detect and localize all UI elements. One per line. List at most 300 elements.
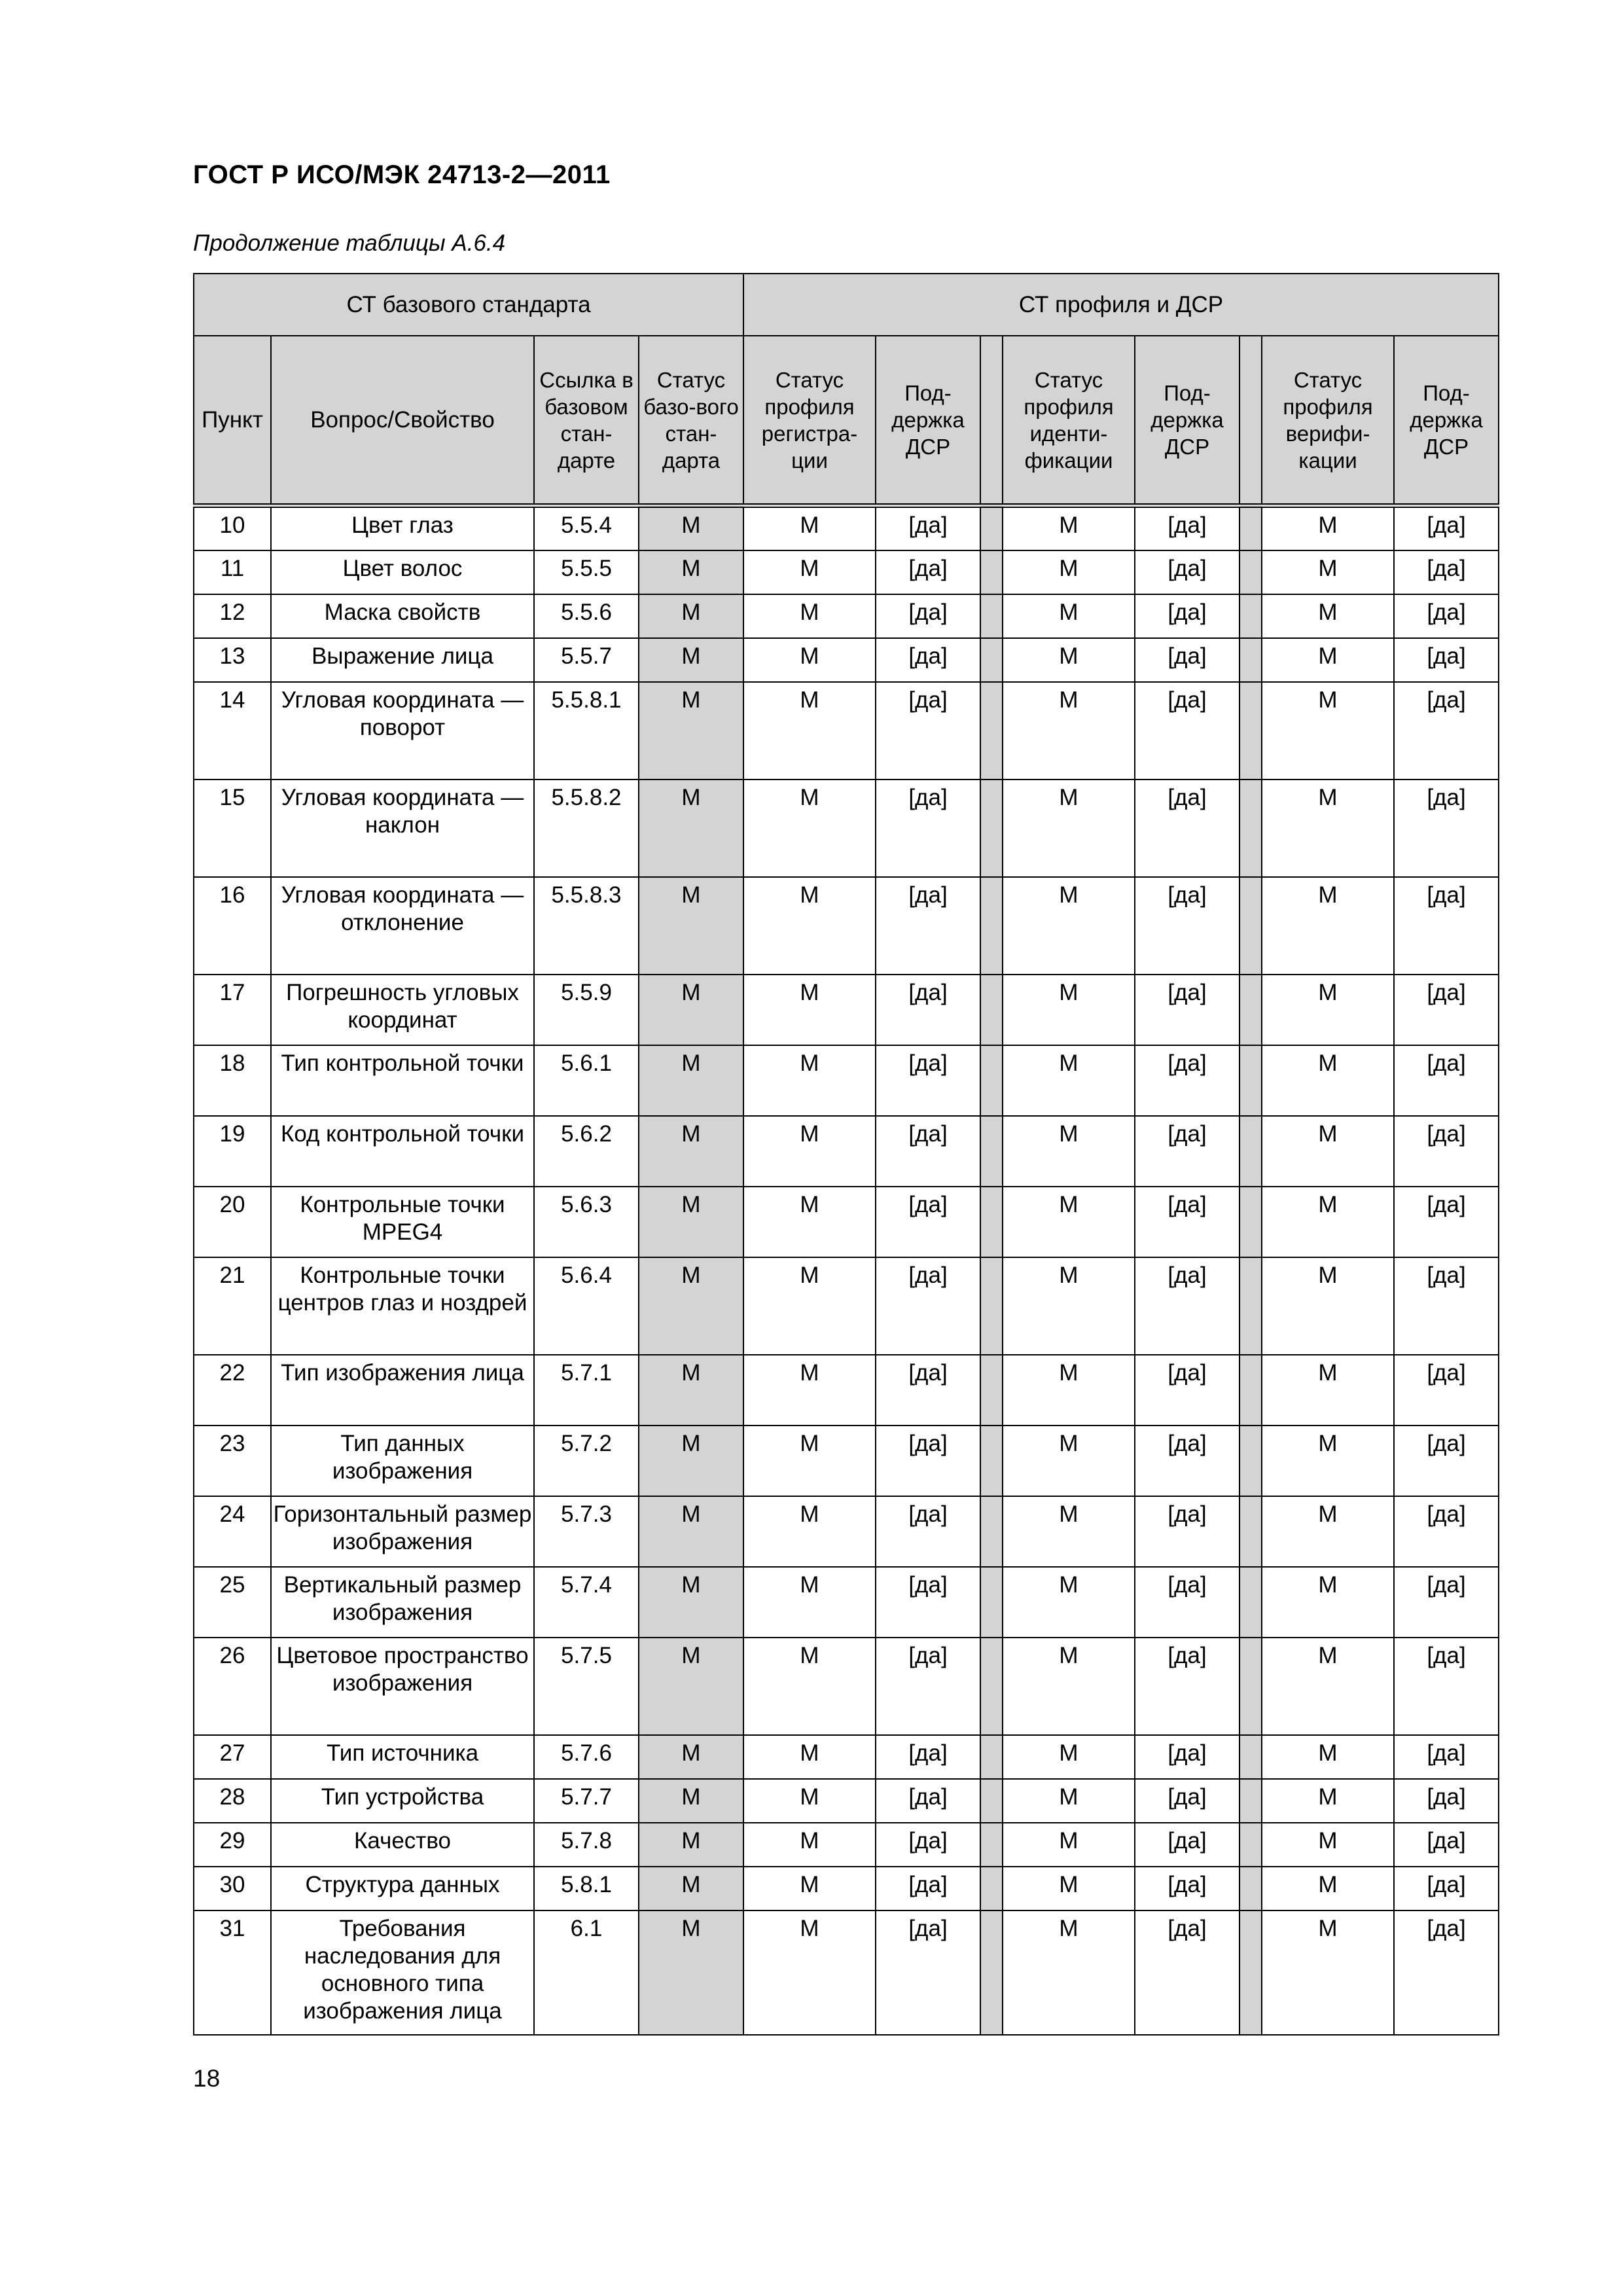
cell-spacer bbox=[980, 594, 1003, 638]
cell-verification-support: [да] bbox=[1394, 594, 1499, 638]
cell-verification-support: [да] bbox=[1394, 975, 1499, 1045]
cell-item: 22 bbox=[194, 1355, 271, 1426]
cell-verification-support: [да] bbox=[1394, 1735, 1499, 1779]
table-caption: Продолжение таблицы А.6.4 bbox=[193, 230, 506, 256]
cell-item: 25 bbox=[194, 1567, 271, 1638]
cell-registration-support: [да] bbox=[876, 1823, 980, 1867]
cell-spacer bbox=[1240, 1567, 1262, 1638]
cell-registration-support: [да] bbox=[876, 682, 980, 780]
cell-item: 10 bbox=[194, 506, 271, 550]
cell-registration-status: M bbox=[743, 638, 876, 682]
column-header-identification-status: Статус профиля иденти-фикации bbox=[1003, 336, 1135, 506]
cell-spacer bbox=[980, 1496, 1003, 1567]
cell-registration-status: M bbox=[743, 1045, 876, 1116]
cell-spacer bbox=[1240, 1257, 1262, 1355]
table-row bbox=[194, 1735, 1499, 1779]
cell-question: Тип источника bbox=[271, 1735, 534, 1779]
cell-verification-support: [да] bbox=[1394, 1355, 1499, 1426]
cell-item: 16 bbox=[194, 877, 271, 975]
cell-identification-status: M bbox=[1003, 1257, 1135, 1355]
cell-registration-status: M bbox=[743, 877, 876, 975]
cell-verification-status: M bbox=[1262, 638, 1394, 682]
table-row bbox=[194, 1257, 1499, 1355]
cell-registration-support: [да] bbox=[876, 506, 980, 550]
cell-question: Качество bbox=[271, 1823, 534, 1867]
cell-base-status: M bbox=[639, 1735, 743, 1779]
cell-reference: 5.7.3 bbox=[534, 1496, 639, 1567]
cell-spacer bbox=[980, 506, 1003, 550]
cell-spacer bbox=[1240, 1426, 1262, 1496]
cell-spacer bbox=[1240, 506, 1262, 550]
cell-registration-support: [да] bbox=[876, 1638, 980, 1735]
column-spacer bbox=[1240, 336, 1262, 506]
cell-registration-status: M bbox=[743, 1496, 876, 1567]
cell-verification-status: M bbox=[1262, 1355, 1394, 1426]
cell-verification-support: [да] bbox=[1394, 1910, 1499, 2035]
cell-registration-status: M bbox=[743, 1910, 876, 2035]
conformance-table bbox=[193, 273, 1499, 2036]
cell-item: 14 bbox=[194, 682, 271, 780]
cell-reference: 5.7.1 bbox=[534, 1355, 639, 1426]
cell-reference: 5.5.6 bbox=[534, 594, 639, 638]
cell-question: Контрольные точки MPEG4 bbox=[271, 1187, 534, 1257]
column-header-reference: Ссылка в базовом стан-дарте bbox=[534, 336, 639, 506]
cell-registration-support: [да] bbox=[876, 1355, 980, 1426]
cell-identification-support: [да] bbox=[1135, 1496, 1240, 1567]
cell-spacer bbox=[1240, 1910, 1262, 2035]
cell-spacer bbox=[1240, 1867, 1262, 1910]
cell-verification-support: [да] bbox=[1394, 1779, 1499, 1823]
cell-item: 30 bbox=[194, 1867, 271, 1910]
cell-spacer bbox=[980, 1257, 1003, 1355]
table-row bbox=[194, 780, 1499, 877]
cell-base-status: M bbox=[639, 1257, 743, 1355]
cell-spacer bbox=[1240, 975, 1262, 1045]
cell-question: Тип изображения лица bbox=[271, 1355, 534, 1426]
cell-base-status: M bbox=[639, 638, 743, 682]
table-row bbox=[194, 1496, 1499, 1567]
table-row bbox=[194, 877, 1499, 975]
cell-base-status: M bbox=[639, 1426, 743, 1496]
cell-item: 20 bbox=[194, 1187, 271, 1257]
cell-verification-support: [да] bbox=[1394, 506, 1499, 550]
cell-identification-support: [да] bbox=[1135, 506, 1240, 550]
cell-question: Вертикальный размер изображения bbox=[271, 1567, 534, 1638]
cell-identification-support: [да] bbox=[1135, 1045, 1240, 1116]
cell-verification-status: M bbox=[1262, 1257, 1394, 1355]
cell-verification-status: M bbox=[1262, 1187, 1394, 1257]
cell-spacer bbox=[980, 550, 1003, 594]
cell-registration-support: [да] bbox=[876, 1426, 980, 1496]
column-header-question: Вопрос/Свойство bbox=[271, 336, 534, 506]
cell-question: Маска свойств bbox=[271, 594, 534, 638]
cell-question: Горизонтальный размер изображения bbox=[271, 1496, 534, 1567]
cell-verification-status: M bbox=[1262, 1779, 1394, 1823]
table-row bbox=[194, 1823, 1499, 1867]
cell-spacer bbox=[1240, 1187, 1262, 1257]
cell-base-status: M bbox=[639, 1187, 743, 1257]
cell-identification-support: [да] bbox=[1135, 1187, 1240, 1257]
cell-spacer bbox=[980, 1638, 1003, 1735]
cell-verification-support: [да] bbox=[1394, 1045, 1499, 1116]
cell-item: 27 bbox=[194, 1735, 271, 1779]
cell-item: 19 bbox=[194, 1116, 271, 1187]
cell-identification-support: [да] bbox=[1135, 1867, 1240, 1910]
cell-reference: 5.6.2 bbox=[534, 1116, 639, 1187]
cell-verification-support: [да] bbox=[1394, 1638, 1499, 1735]
table-row bbox=[194, 1355, 1499, 1426]
cell-spacer bbox=[1240, 638, 1262, 682]
cell-reference: 5.8.1 bbox=[534, 1867, 639, 1910]
cell-registration-support: [да] bbox=[876, 594, 980, 638]
cell-identification-support: [да] bbox=[1135, 1426, 1240, 1496]
cell-verification-status: M bbox=[1262, 1426, 1394, 1496]
cell-identification-support: [да] bbox=[1135, 594, 1240, 638]
table-row bbox=[194, 682, 1499, 780]
cell-registration-status: M bbox=[743, 1638, 876, 1735]
cell-reference: 5.7.8 bbox=[534, 1823, 639, 1867]
cell-verification-support: [да] bbox=[1394, 1116, 1499, 1187]
cell-item: 31 bbox=[194, 1910, 271, 2035]
cell-registration-support: [да] bbox=[876, 1496, 980, 1567]
table-row bbox=[194, 1426, 1499, 1496]
cell-item: 13 bbox=[194, 638, 271, 682]
cell-reference: 5.5.5 bbox=[534, 550, 639, 594]
cell-registration-status: M bbox=[743, 1426, 876, 1496]
cell-item: 29 bbox=[194, 1823, 271, 1867]
cell-base-status: M bbox=[639, 506, 743, 550]
cell-verification-status: M bbox=[1262, 550, 1394, 594]
cell-identification-status: M bbox=[1003, 1496, 1135, 1567]
cell-identification-support: [да] bbox=[1135, 1355, 1240, 1426]
table-row bbox=[194, 1187, 1499, 1257]
cell-base-status: M bbox=[639, 877, 743, 975]
table-row bbox=[194, 1116, 1499, 1187]
table-row bbox=[194, 1867, 1499, 1910]
cell-registration-support: [да] bbox=[876, 1257, 980, 1355]
cell-base-status: M bbox=[639, 1496, 743, 1567]
cell-base-status: M bbox=[639, 594, 743, 638]
cell-spacer bbox=[980, 1116, 1003, 1187]
cell-verification-support: [да] bbox=[1394, 682, 1499, 780]
cell-spacer bbox=[980, 1045, 1003, 1116]
cell-base-status: M bbox=[639, 1910, 743, 2035]
cell-spacer bbox=[980, 877, 1003, 975]
cell-verification-support: [да] bbox=[1394, 1496, 1499, 1567]
cell-reference: 5.7.4 bbox=[534, 1567, 639, 1638]
cell-identification-status: M bbox=[1003, 1187, 1135, 1257]
cell-registration-support: [да] bbox=[876, 1867, 980, 1910]
cell-identification-support: [да] bbox=[1135, 1567, 1240, 1638]
cell-identification-status: M bbox=[1003, 1045, 1135, 1116]
cell-question: Цвет волос bbox=[271, 550, 534, 594]
cell-base-status: M bbox=[639, 1867, 743, 1910]
cell-spacer bbox=[980, 1426, 1003, 1496]
cell-identification-status: M bbox=[1003, 1823, 1135, 1867]
cell-spacer bbox=[1240, 1355, 1262, 1426]
cell-verification-status: M bbox=[1262, 877, 1394, 975]
conformance-table-container bbox=[193, 273, 1499, 2036]
cell-identification-status: M bbox=[1003, 1910, 1135, 2035]
cell-spacer bbox=[1240, 550, 1262, 594]
cell-spacer bbox=[980, 1735, 1003, 1779]
cell-item: 21 bbox=[194, 1257, 271, 1355]
cell-reference: 5.7.5 bbox=[534, 1638, 639, 1735]
column-header-registration-support: Под-держка ДСР bbox=[876, 336, 980, 506]
cell-spacer bbox=[1240, 1823, 1262, 1867]
column-header-item: Пункт bbox=[194, 336, 271, 506]
cell-identification-status: M bbox=[1003, 638, 1135, 682]
cell-verification-status: M bbox=[1262, 682, 1394, 780]
cell-verification-support: [да] bbox=[1394, 1257, 1499, 1355]
cell-identification-status: M bbox=[1003, 877, 1135, 975]
cell-registration-support: [да] bbox=[876, 550, 980, 594]
document-header: ГОСТ Р ИСО/МЭК 24713-2—2011 bbox=[193, 160, 611, 189]
cell-reference: 5.5.9 bbox=[534, 975, 639, 1045]
cell-registration-status: M bbox=[743, 1735, 876, 1779]
cell-reference: 6.1 bbox=[534, 1910, 639, 2035]
cell-spacer bbox=[1240, 1496, 1262, 1567]
cell-identification-status: M bbox=[1003, 1567, 1135, 1638]
cell-registration-status: M bbox=[743, 1823, 876, 1867]
cell-verification-support: [да] bbox=[1394, 780, 1499, 877]
cell-registration-status: M bbox=[743, 1355, 876, 1426]
cell-base-status: M bbox=[639, 682, 743, 780]
cell-registration-support: [да] bbox=[876, 1187, 980, 1257]
cell-registration-status: M bbox=[743, 1116, 876, 1187]
cell-identification-status: M bbox=[1003, 1779, 1135, 1823]
column-header-registration-status: Статус профиля регистра-ции bbox=[743, 336, 876, 506]
cell-spacer bbox=[980, 682, 1003, 780]
cell-spacer bbox=[1240, 1735, 1262, 1779]
cell-reference: 5.6.3 bbox=[534, 1187, 639, 1257]
group-header-base-standard: СТ базового стандарта bbox=[194, 274, 743, 336]
cell-registration-support: [да] bbox=[876, 1116, 980, 1187]
cell-question: Погрешность угловых координат bbox=[271, 975, 534, 1045]
cell-reference: 5.5.7 bbox=[534, 638, 639, 682]
cell-verification-support: [да] bbox=[1394, 638, 1499, 682]
cell-spacer bbox=[1240, 594, 1262, 638]
table-row bbox=[194, 594, 1499, 638]
cell-reference: 5.7.2 bbox=[534, 1426, 639, 1496]
cell-spacer bbox=[980, 975, 1003, 1045]
page-number: 18 bbox=[193, 2065, 221, 2092]
cell-reference: 5.5.8.1 bbox=[534, 682, 639, 780]
cell-item: 18 bbox=[194, 1045, 271, 1116]
cell-base-status: M bbox=[639, 975, 743, 1045]
cell-registration-status: M bbox=[743, 1257, 876, 1355]
cell-base-status: M bbox=[639, 1355, 743, 1426]
cell-registration-status: M bbox=[743, 1779, 876, 1823]
cell-verification-status: M bbox=[1262, 1567, 1394, 1638]
table-row bbox=[194, 550, 1499, 594]
group-header-profile: СТ профиля и ДСР bbox=[743, 274, 1499, 336]
cell-item: 11 bbox=[194, 550, 271, 594]
cell-question: Угловая координата — поворот bbox=[271, 682, 534, 780]
cell-base-status: M bbox=[639, 1567, 743, 1638]
column-header-verification-status: Статус профиля верифи-кации bbox=[1262, 336, 1394, 506]
cell-verification-status: M bbox=[1262, 1045, 1394, 1116]
cell-verification-status: M bbox=[1262, 506, 1394, 550]
cell-verification-support: [да] bbox=[1394, 1823, 1499, 1867]
cell-base-status: M bbox=[639, 1823, 743, 1867]
cell-identification-status: M bbox=[1003, 1116, 1135, 1187]
cell-question: Тип контрольной точки bbox=[271, 1045, 534, 1116]
cell-spacer bbox=[1240, 1116, 1262, 1187]
cell-question: Угловая координата — наклон bbox=[271, 780, 534, 877]
table-row bbox=[194, 975, 1499, 1045]
cell-identification-support: [да] bbox=[1135, 682, 1240, 780]
column-spacer bbox=[980, 336, 1003, 506]
cell-spacer bbox=[980, 1355, 1003, 1426]
cell-identification-status: M bbox=[1003, 975, 1135, 1045]
cell-question: Контрольные точки центров глаз и ноздрей bbox=[271, 1257, 534, 1355]
cell-spacer bbox=[1240, 1045, 1262, 1116]
cell-item: 15 bbox=[194, 780, 271, 877]
cell-registration-support: [да] bbox=[876, 1045, 980, 1116]
cell-registration-status: M bbox=[743, 550, 876, 594]
table-row bbox=[194, 1779, 1499, 1823]
cell-spacer bbox=[980, 780, 1003, 877]
cell-verification-support: [да] bbox=[1394, 1567, 1499, 1638]
cell-item: 28 bbox=[194, 1779, 271, 1823]
cell-identification-status: M bbox=[1003, 1426, 1135, 1496]
cell-registration-support: [да] bbox=[876, 638, 980, 682]
cell-base-status: M bbox=[639, 550, 743, 594]
cell-identification-support: [да] bbox=[1135, 1257, 1240, 1355]
cell-verification-support: [да] bbox=[1394, 1426, 1499, 1496]
column-header-identification-support: Под-держка ДСР bbox=[1135, 336, 1240, 506]
cell-identification-support: [да] bbox=[1135, 1735, 1240, 1779]
cell-base-status: M bbox=[639, 1116, 743, 1187]
cell-registration-status: M bbox=[743, 975, 876, 1045]
cell-spacer bbox=[980, 1910, 1003, 2035]
cell-registration-status: M bbox=[743, 1867, 876, 1910]
cell-identification-status: M bbox=[1003, 506, 1135, 550]
cell-registration-status: M bbox=[743, 594, 876, 638]
cell-verification-status: M bbox=[1262, 594, 1394, 638]
cell-registration-status: M bbox=[743, 1567, 876, 1638]
cell-item: 23 bbox=[194, 1426, 271, 1496]
cell-identification-support: [да] bbox=[1135, 1116, 1240, 1187]
table-row bbox=[194, 1045, 1499, 1116]
cell-spacer bbox=[1240, 1779, 1262, 1823]
cell-reference: 5.5.8.2 bbox=[534, 780, 639, 877]
cell-question: Код контрольной точки bbox=[271, 1116, 534, 1187]
cell-spacer bbox=[1240, 682, 1262, 780]
cell-identification-support: [да] bbox=[1135, 877, 1240, 975]
table-row bbox=[194, 1638, 1499, 1735]
cell-reference: 5.6.1 bbox=[534, 1045, 639, 1116]
cell-identification-support: [да] bbox=[1135, 1638, 1240, 1735]
cell-verification-support: [да] bbox=[1394, 877, 1499, 975]
cell-registration-support: [да] bbox=[876, 1567, 980, 1638]
cell-base-status: M bbox=[639, 780, 743, 877]
cell-question: Цветовое пространство изображения bbox=[271, 1638, 534, 1735]
cell-identification-status: M bbox=[1003, 594, 1135, 638]
cell-identification-status: M bbox=[1003, 1355, 1135, 1426]
cell-base-status: M bbox=[639, 1045, 743, 1116]
table-row bbox=[194, 1910, 1499, 2035]
cell-registration-support: [да] bbox=[876, 1779, 980, 1823]
column-header-base-status: Статус базо-вого стан-дарта bbox=[639, 336, 743, 506]
cell-question: Требования наследования для основного типа изображения лица bbox=[271, 1910, 534, 2035]
cell-verification-status: M bbox=[1262, 1910, 1394, 2035]
table-row bbox=[194, 638, 1499, 682]
cell-registration-status: M bbox=[743, 1187, 876, 1257]
cell-identification-support: [да] bbox=[1135, 1823, 1240, 1867]
column-header-verification-support: Под-держка ДСР bbox=[1394, 336, 1499, 506]
cell-verification-status: M bbox=[1262, 1496, 1394, 1567]
table-row bbox=[194, 506, 1499, 550]
cell-reference: 5.7.7 bbox=[534, 1779, 639, 1823]
cell-registration-support: [да] bbox=[876, 780, 980, 877]
cell-spacer bbox=[1240, 877, 1262, 975]
cell-spacer bbox=[1240, 1638, 1262, 1735]
cell-verification-support: [да] bbox=[1394, 550, 1499, 594]
cell-verification-support: [да] bbox=[1394, 1867, 1499, 1910]
cell-item: 24 bbox=[194, 1496, 271, 1567]
cell-verification-status: M bbox=[1262, 1638, 1394, 1735]
cell-spacer bbox=[980, 638, 1003, 682]
cell-identification-support: [да] bbox=[1135, 1910, 1240, 2035]
cell-question: Тип устройства bbox=[271, 1779, 534, 1823]
cell-spacer bbox=[980, 1823, 1003, 1867]
cell-item: 17 bbox=[194, 975, 271, 1045]
cell-item: 12 bbox=[194, 594, 271, 638]
cell-question: Тип данных изображения bbox=[271, 1426, 534, 1496]
cell-verification-status: M bbox=[1262, 1867, 1394, 1910]
cell-question: Угловая координата — отклонение bbox=[271, 877, 534, 975]
cell-base-status: M bbox=[639, 1638, 743, 1735]
cell-spacer bbox=[1240, 780, 1262, 877]
cell-identification-support: [да] bbox=[1135, 780, 1240, 877]
cell-spacer bbox=[980, 1567, 1003, 1638]
cell-verification-status: M bbox=[1262, 975, 1394, 1045]
cell-verification-status: M bbox=[1262, 1735, 1394, 1779]
cell-registration-support: [да] bbox=[876, 1910, 980, 2035]
cell-verification-status: M bbox=[1262, 780, 1394, 877]
cell-identification-support: [да] bbox=[1135, 975, 1240, 1045]
cell-registration-support: [да] bbox=[876, 975, 980, 1045]
cell-identification-status: M bbox=[1003, 1867, 1135, 1910]
cell-base-status: M bbox=[639, 1779, 743, 1823]
cell-identification-status: M bbox=[1003, 682, 1135, 780]
cell-verification-status: M bbox=[1262, 1823, 1394, 1867]
cell-identification-support: [да] bbox=[1135, 1779, 1240, 1823]
cell-verification-support: [да] bbox=[1394, 1187, 1499, 1257]
cell-spacer bbox=[980, 1867, 1003, 1910]
cell-spacer bbox=[980, 1187, 1003, 1257]
cell-identification-status: M bbox=[1003, 1638, 1135, 1735]
cell-spacer bbox=[980, 1779, 1003, 1823]
cell-registration-support: [да] bbox=[876, 1735, 980, 1779]
cell-registration-support: [да] bbox=[876, 877, 980, 975]
table-row bbox=[194, 1567, 1499, 1638]
cell-identification-status: M bbox=[1003, 550, 1135, 594]
cell-reference: 5.6.4 bbox=[534, 1257, 639, 1355]
cell-identification-status: M bbox=[1003, 780, 1135, 877]
cell-registration-status: M bbox=[743, 682, 876, 780]
cell-verification-status: M bbox=[1262, 1116, 1394, 1187]
cell-registration-status: M bbox=[743, 506, 876, 550]
cell-identification-support: [да] bbox=[1135, 638, 1240, 682]
cell-item: 26 bbox=[194, 1638, 271, 1735]
cell-question: Цвет глаз bbox=[271, 506, 534, 550]
cell-question: Структура данных bbox=[271, 1867, 534, 1910]
cell-reference: 5.5.8.3 bbox=[534, 877, 639, 975]
cell-reference: 5.5.4 bbox=[534, 506, 639, 550]
